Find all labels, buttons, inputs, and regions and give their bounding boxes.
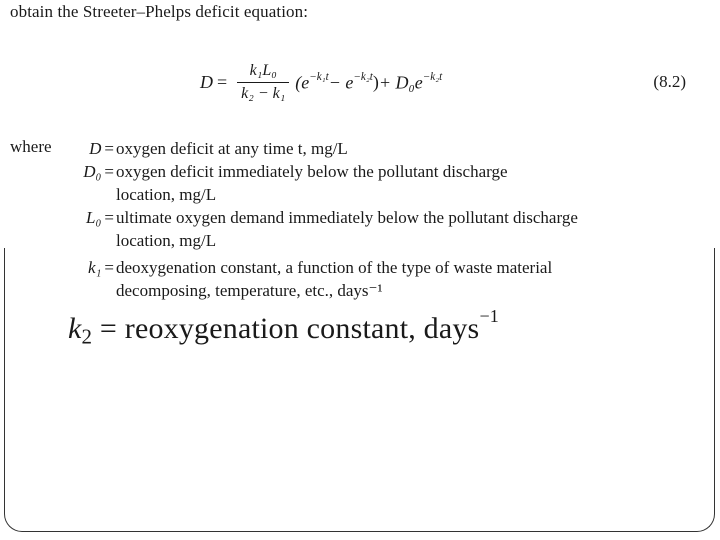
- definition-text: oxygen deficit at any time t, mg/L: [116, 139, 348, 158]
- equation-close-paren: ): [372, 71, 379, 92]
- definition-l0: L₀ = ultimate oxygen demand immediately below the pollutant discharge location, mg/L: [60, 206, 690, 252]
- lead-sentence: obtain the Streeter–Phelps deficit equation:: [10, 2, 309, 21]
- equation-term-2: − $e^{-k_2t}$: [328, 70, 373, 93]
- equation-term-1: ($e^{-k_1t}$: [295, 70, 329, 93]
- fraction-denominator: k₂ − k₁: [237, 82, 289, 103]
- equation-term-3: + $D_0e^{-k_2t}$: [378, 70, 443, 93]
- equation-lhs: D: [200, 71, 213, 92]
- k2-symbol: k: [68, 312, 82, 346]
- k2-subscript: 2: [81, 324, 93, 349]
- k2-exponent: −1: [479, 306, 499, 326]
- definition-text: oxygen deficit immediately below the pollutant discharge: [116, 162, 508, 181]
- equation-number: (8.2): [653, 72, 686, 91]
- equation-fraction: [237, 62, 289, 103]
- where-label: where: [10, 137, 52, 156]
- equation-exponent-2: −k₂t: [353, 70, 373, 83]
- equation-exponent-3: −k₂t: [422, 70, 443, 83]
- definition-symbol: D: [89, 139, 102, 158]
- definition-d: D = oxygen deficit at any time t, mg/L: [60, 137, 690, 160]
- definition-text-continued: location, mg/L: [116, 185, 217, 204]
- k2-definition-text: reoxygenation constant, days: [124, 312, 480, 346]
- equation-exponent-1: −k₁t: [309, 70, 329, 83]
- k2-equals: =: [92, 312, 125, 346]
- definition-symbol: L₀: [86, 208, 102, 227]
- equation-equals: =: [217, 71, 228, 92]
- definition-text-continued: location, mg/L: [116, 231, 217, 250]
- definition-text-continued: decomposing, temperature, etc., days⁻¹: [116, 281, 383, 300]
- definition-text: ultimate oxygen demand immediately below the pollutant discharge: [116, 208, 578, 227]
- definition-d0: D₀ = oxygen deficit immediately below the pollutant discharge location, mg/L: [60, 160, 690, 206]
- definition-k1: k₁ = deoxygenation constant, a function of the type of waste material decomposing, temperature, etc., days⁻¹: [60, 256, 690, 302]
- content-frame: [4, 248, 715, 532]
- k2-definition-enlarged: [68, 306, 499, 349]
- definition-symbol: k₁: [87, 258, 102, 277]
- streeter-phelps-equation: [200, 54, 442, 110]
- definition-symbol: D₀: [83, 162, 102, 181]
- definition-text: deoxygenation constant, a function of the type of waste material: [116, 258, 553, 277]
- fraction-numerator: k₁L₀: [249, 61, 277, 79]
